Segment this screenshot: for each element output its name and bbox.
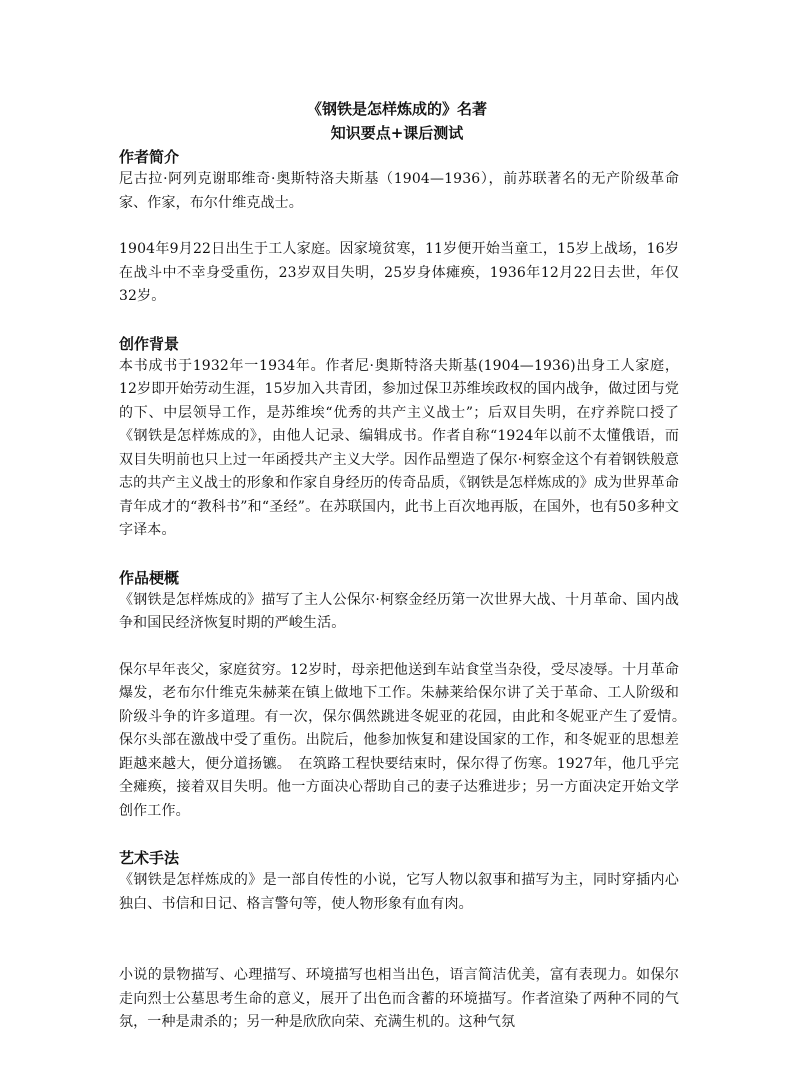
technique-paragraph-1: 《钢铁是怎样炼成的》是一部自传性的小说，它写人物以叙事和描写为主，同时穿插内心独白、书信和日记、格言警句等，使人物形象有血有肉。 <box>119 872 679 912</box>
document-body <box>119 146 694 1035</box>
paragraph-gap <box>119 636 679 659</box>
author-paragraph-1: 尼古拉·阿列克谢耶维奇·奥斯特洛夫斯基（1904—1936），前苏联著名的无产阶级革命家、作家，布尔什维克战士。 <box>119 171 679 211</box>
section-gap <box>119 543 679 567</box>
section-heading-summary: 作品梗概 <box>119 568 180 587</box>
section-heading-author: 作者简介 <box>119 148 180 166</box>
author-paragraph-2: 1904年9月22日出生于工人家庭。因家境贫寒，11岁便开始当童工，15岁上战场，16岁在战斗中不幸身受重伤，23岁双目失明，25岁身体瘫痪，1936年12月22日去世，年仅32岁。 <box>119 241 679 304</box>
section-heading-background: 创作背景 <box>119 334 180 353</box>
section-gap <box>119 823 679 847</box>
title-block <box>0 97 794 145</box>
document-subtitle: 知识要点+课后测试 <box>330 124 464 142</box>
paragraph-gap <box>119 916 679 964</box>
document-title: 《钢铁是怎样炼成的》名著 <box>306 100 487 118</box>
section-heading-technique: 艺术手法 <box>119 849 180 867</box>
summary-paragraph-1: 《钢铁是怎样炼成的》描写了主人公保尔·柯察金经历第一次世界大战、十月革命、国内战争和国民经济恢复时期的严峻生活。 <box>119 591 679 631</box>
paragraph-gap <box>119 215 679 238</box>
summary-paragraph-2: 保尔早年丧父，家庭贫穷。12岁时，母亲把他送到车站食堂当杂役，受尽凌辱。十月革命爆发，老布尔什维克朱赫莱在镇上做地下工作。朱赫莱给保尔讲了关于革命、工人阶级和阶级斗争的许多道理。有一次，保尔偶然跳进冬妮亚的花园，由此和冬妮亚产生了爱情。 保尔头部在激战中受了重伤。出院后，他参加恢复和建设国家的工作，和冬妮亚的思想差距越来越大，便分道扬镳。 在筑路工程快要结束时，保尔得了伤寒。1927年，他几乎完全瘫痪，接着双目失明。他一方面决心帮助自己的妻子达雅进步；另一方面决定开始文学创作工作。 <box>119 661 694 819</box>
technique-paragraph-2: 小说的景物描写、心理描写、环境描写也相当出色，语言简洁优美，富有表现力。如保尔走向烈士公墓思考生命的意义，展开了出色而含蓄的环境描写。作者渲染了两种不同的气氛，一种是肃杀的；另一种是欣欣向荣、充满生机的。这种气氛 <box>119 967 679 1030</box>
background-paragraph-1: 本书成书于1932年一1934年。作者尼·奥斯特洛夫斯基(1904—1936)出身工人家庭，12岁即开始劳动生涯，15岁加入共青团，参加过保卫苏维埃政权的国内战争，做过团与党的下、中层领导工作，是苏维埃“优秀的共产主义战士”；后双目失明，在疗养院口授了《钢铁是怎样炼成的》，由他人记录、编辑成书。作者自称“1924年以前不太懂俄语，而双目失明前也只上过一年函授共产主义大学。因作品塑造了保尔·柯察金这个有着钢铁般意志的共产主义战士的形象和作家自身经历的传奇品质，《钢铁是怎样炼成的》成为世界革命青年成才的“教科书”和“圣经”。在苏联国内，此书上百次地再版，在国外，也有50多种文字译本。 <box>119 357 679 538</box>
section-gap <box>119 309 679 333</box>
